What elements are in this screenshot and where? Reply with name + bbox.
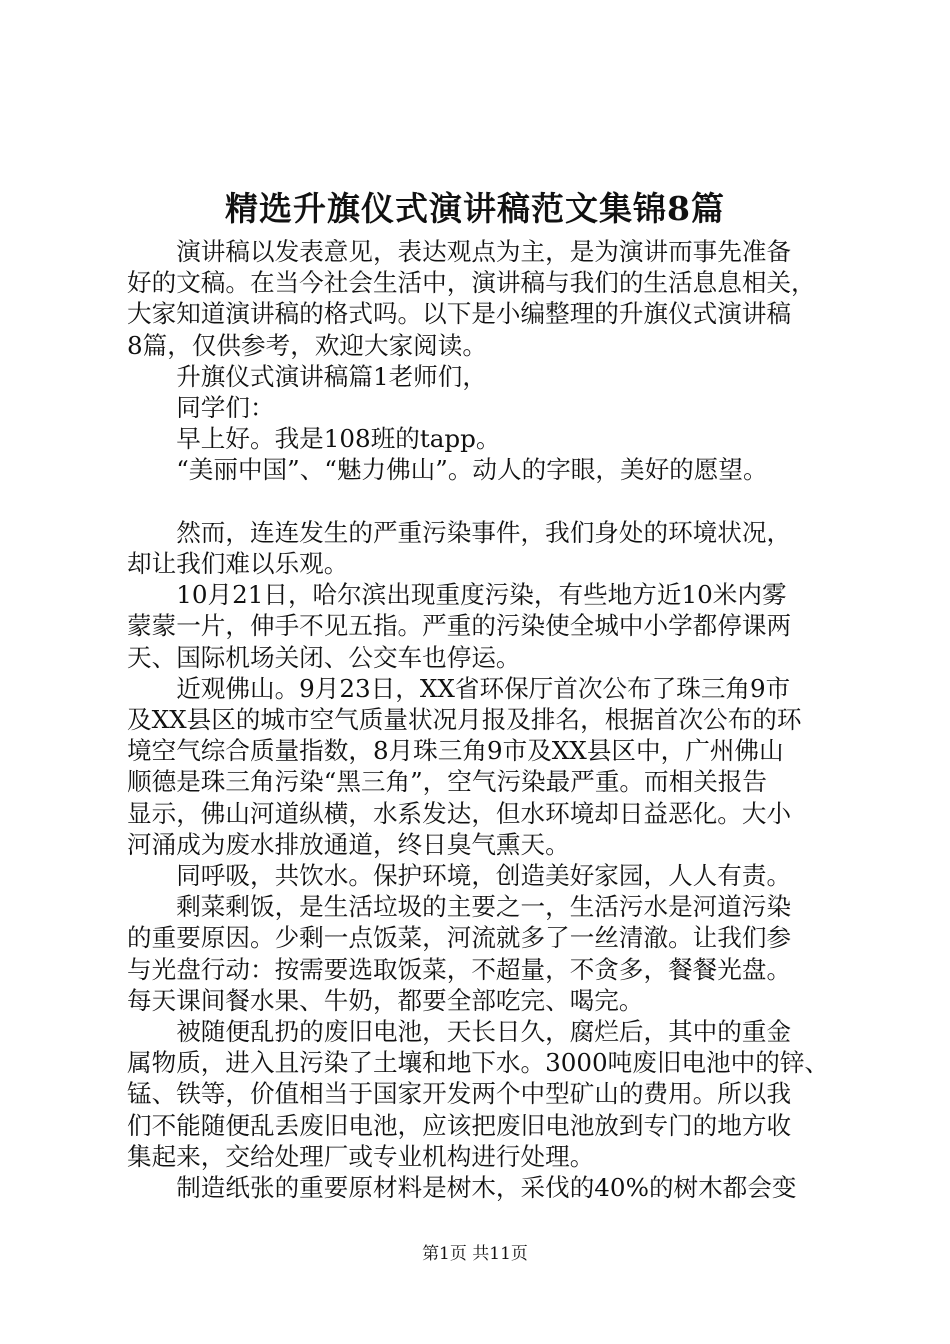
text-line: 锰、铁等，价值相当于国家开发两个中型矿山的费用。所以我 [127,1079,792,1109]
text-line: 同学们： [176,393,275,423]
text-line: 境空气综合质量指数，8月珠三角9市及XX县区中，广州佛山 [127,736,784,766]
text-line: 制造纸张的重要原材料是树木，采伐的40%的树木都会变 [176,1173,797,1203]
text-line: 显示，佛山河道纵横，水系发达，但水环境却日益恶化。大小 [127,798,792,828]
text-line: 剩菜剩饭，是生活垃圾的主要之一，生活污水是河道污染 [176,892,792,922]
paragraph-intro [127,236,833,361]
paragraph-harbin [127,579,833,673]
paragraph-speech-heading [127,361,833,392]
text-line: 河涌成为废水排放通道，终日臭气熏天。 [127,829,570,859]
page-footer: 第1页 共11页 [422,1244,528,1264]
text-line: “美丽中国”、“魅力佛山”。动人的字眼，美好的愿望。 [176,455,768,485]
text-line: 升旗仪式演讲稿篇1老师们， [176,361,487,391]
text-line: 们不能随便乱丢废旧电池，应该把废旧电池放到专门的地方收 [127,1110,792,1140]
paragraph-foshan [127,673,833,860]
document-title: 精选升旗仪式演讲稿范文集锦8篇 [225,189,725,228]
paragraph-paper [127,1172,833,1203]
text-line: 天、国际机场关闭、公交车也停运。 [127,642,521,672]
paragraph-greeting-students [127,392,833,423]
text-line: 近观佛山。9月23日，XX省环保厅首次公布了珠三角9市 [176,673,791,703]
blank-line [127,486,833,517]
document-body [127,236,833,1203]
text-line: 及XX县区的城市空气质量状况月报及排名，根据首次公布的环 [127,705,802,735]
paragraph-shared-air [127,860,833,891]
text-line: 与光盘行动：按需要选取饭菜，不超量，不贪多，餐餐光盘。 [127,954,792,984]
text-line: 8篇，仅供参考，欢迎大家阅读。 [127,330,487,360]
paragraph-beautiful-china [127,454,833,485]
text-line: 却让我们难以乐观。 [127,549,349,579]
text-line: 早上好。我是108班的tapp。 [176,424,501,454]
paragraph-pollution-events [127,517,833,579]
text-line: 属物质，进入且污染了土壤和地下水。3000吨废旧电池中的锌、 [127,1048,830,1078]
text-line: 演讲稿以发表意见，表达观点为主，是为演讲而事先准备 [176,237,792,266]
text-line: 大家知道演讲稿的格式吗。以下是小编整理的升旗仪式演讲稿 [127,299,792,329]
text-line: 然而，连连发生的严重污染事件，我们身处的环境状况， [176,517,792,547]
text-line: 的重要原因。少剩一点饭菜，河流就多了一丝清澈。让我们参 [127,923,792,953]
text-line: 集起来，交给处理厂或专业机构进行处理。 [127,1141,595,1171]
text-line: 每天课间餐水果、牛奶，都要全部吃完、喝完。 [127,985,644,1015]
text-line: 被随便乱扔的废旧电池，天长日久，腐烂后，其中的重金 [176,1017,792,1047]
text-line: 10月21日，哈尔滨出现重度污染，有些地方近10米内雾 [176,580,787,610]
text-line: 蒙蒙一片，伸手不见五指。严重的污染使全城中小学都停课两 [127,611,792,641]
text-line: 好的文稿。在当今社会生活中，演讲稿与我们的生活息息相关， [127,268,816,298]
text-line: 顺德是珠三角污染“黑三角”，空气污染最严重。而相关报告 [127,767,767,797]
paragraph-leftovers [127,891,833,1016]
text-line: 同呼吸，共饮水。保护环境，创造美好家园，人人有责。 [176,861,792,891]
paragraph-batteries [127,1016,833,1172]
paragraph-good-morning [127,423,833,454]
